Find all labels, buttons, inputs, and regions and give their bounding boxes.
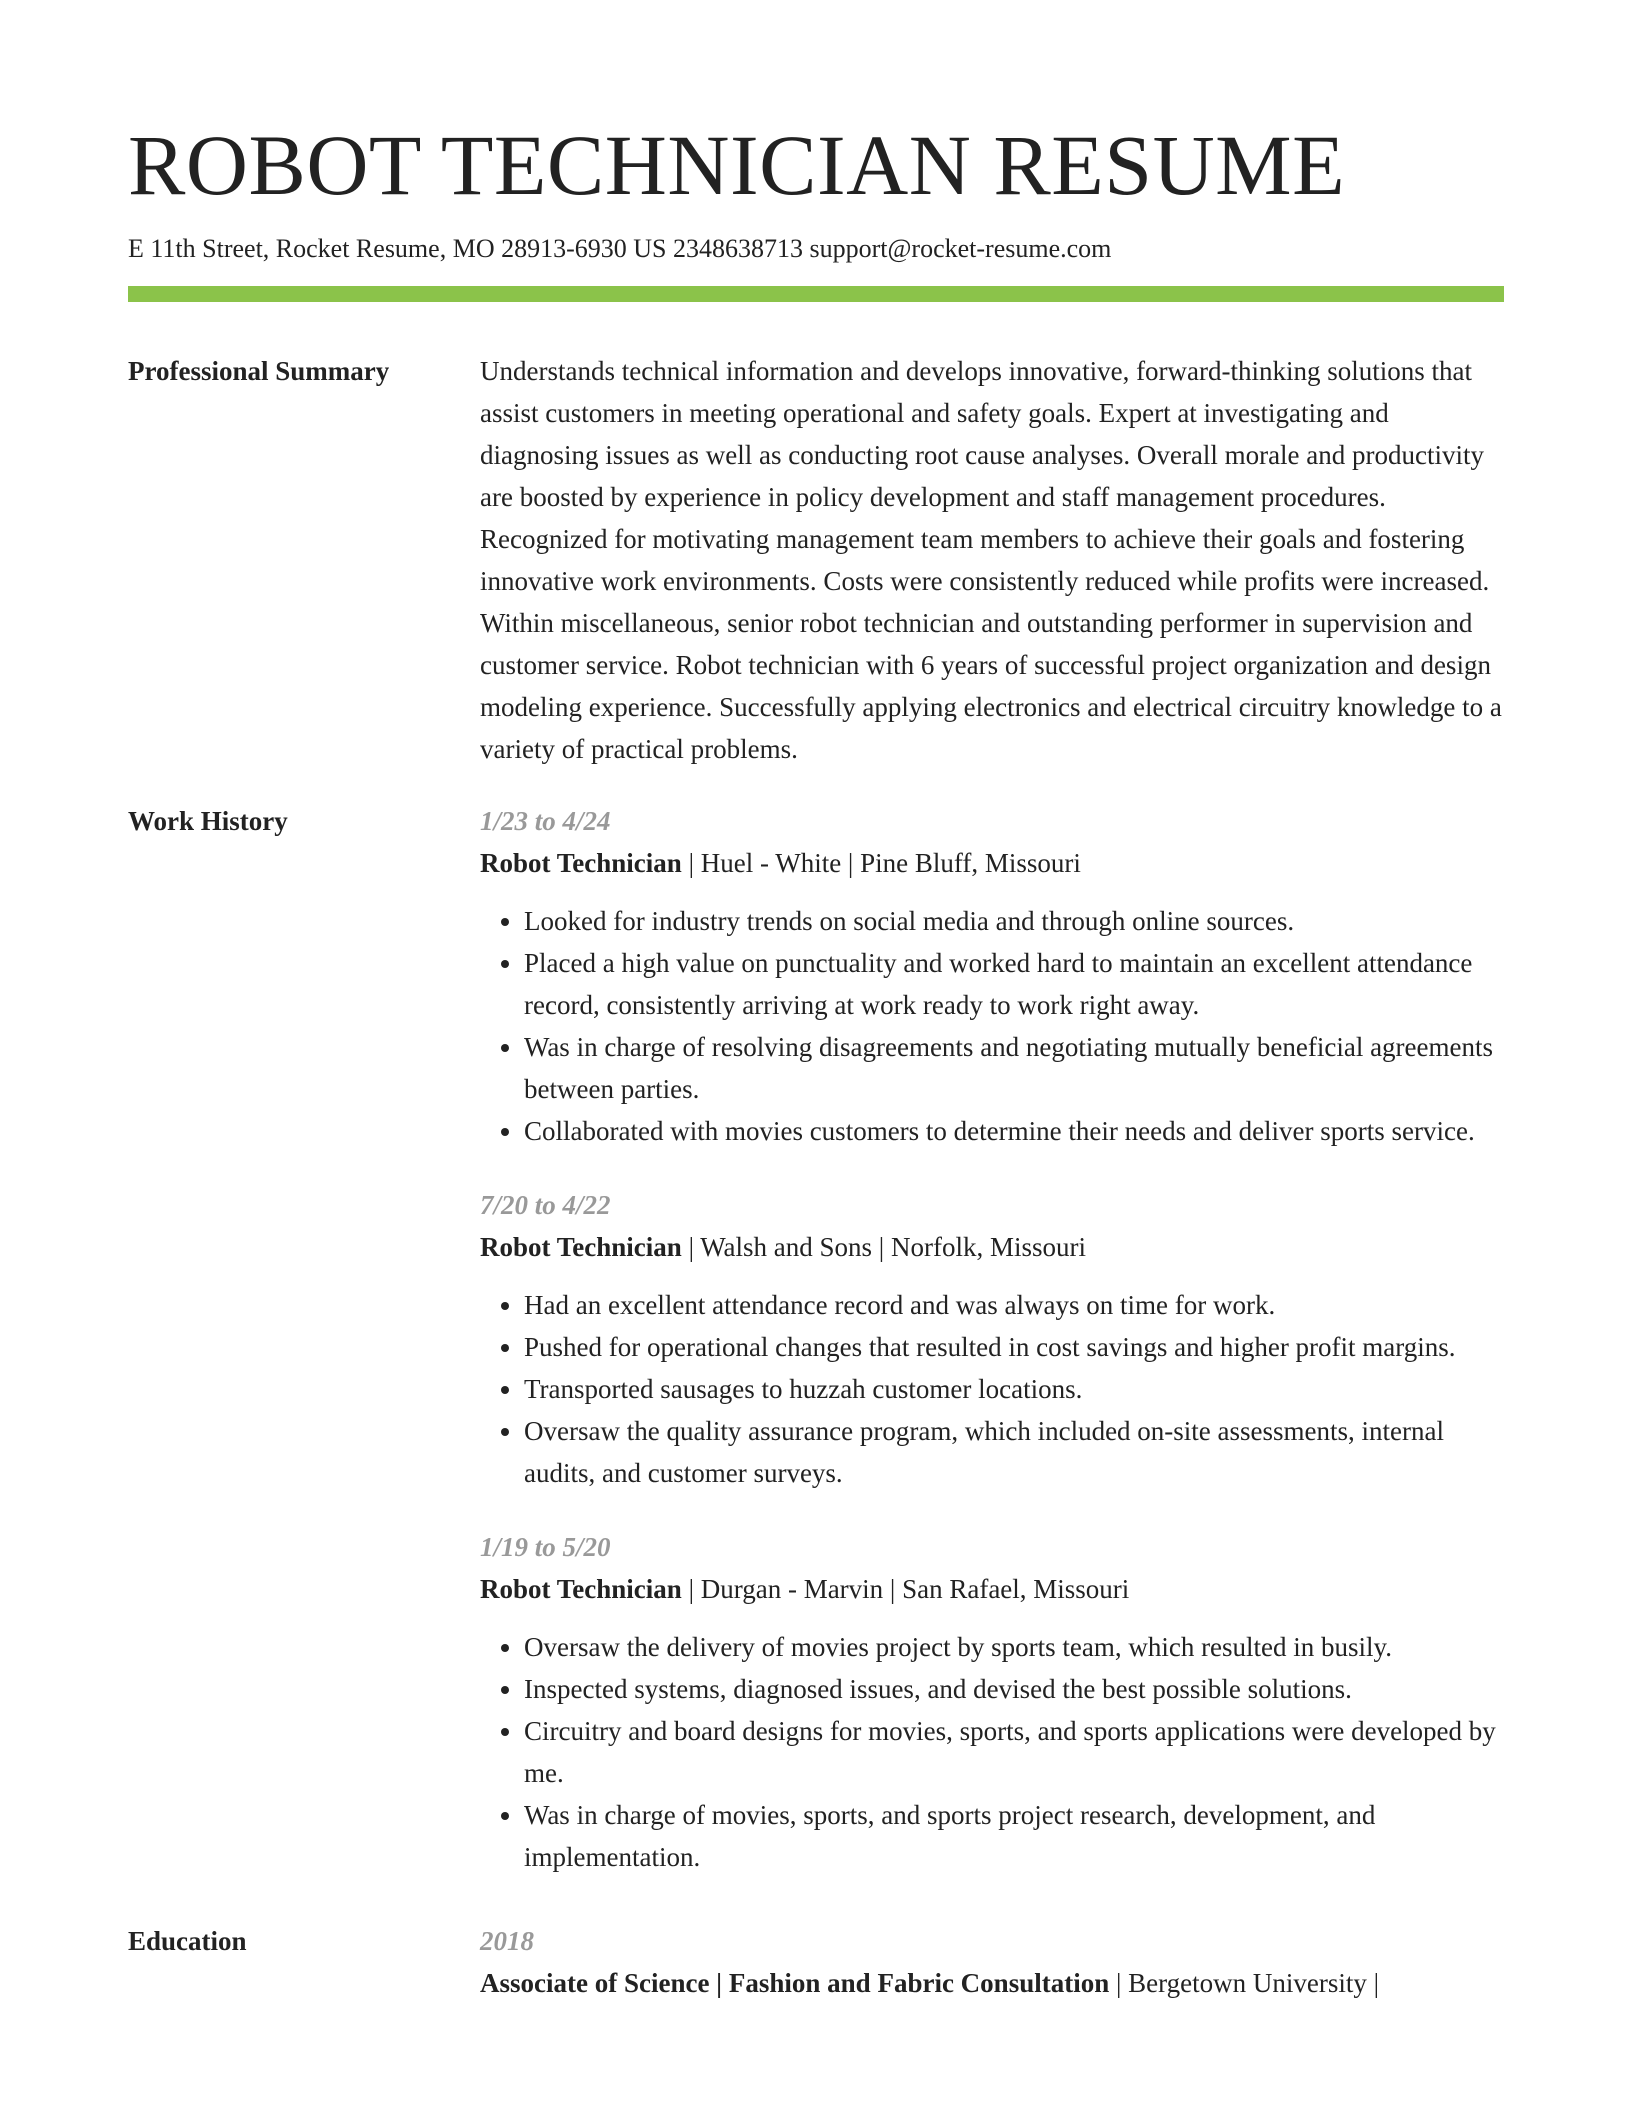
education-heading-line [480, 1962, 1504, 2004]
job-dates: 7/20 to 4/22 [480, 1190, 611, 1220]
job-details: | Durgan - Marvin | San Rafael, Missouri [681, 1574, 1130, 1604]
school: | Bergetown University | [1109, 1968, 1379, 1998]
summary-body [480, 350, 1504, 770]
phone: 2348638713 [672, 234, 803, 263]
job-title: Robot Technician [480, 848, 682, 878]
job-heading [480, 1568, 1504, 1610]
job-bullet: • Inspected systems, diagnosed issues, and devised the best possible solutions. [524, 1668, 1504, 1710]
job-bullet: • Oversaw the quality assurance program, which included on-site assessments, internal audits, and customer surveys. [524, 1410, 1504, 1494]
work-history-heading: Work History [128, 806, 288, 836]
job-bullet: • Was in charge of resolving disagreements and negotiating mutually beneficial agreements between parties. [524, 1026, 1504, 1110]
summary-section [128, 350, 1504, 770]
job-bullet: • Circuitry and board designs for movies, sports, and sports applications were developed by me. [524, 1710, 1504, 1794]
email: support@rocket-resume.com [809, 234, 1112, 263]
job-title: Robot Technician [480, 1232, 682, 1262]
job-dates: 1/19 to 5/20 [480, 1532, 611, 1562]
job-heading [480, 842, 1504, 884]
work-history-body [480, 800, 1504, 1890]
job-title: Robot Technician [480, 1574, 682, 1604]
job-bullet: • Collaborated with movies customers to determine their needs and deliver sports service. [524, 1110, 1504, 1152]
job-bullet: • Looked for industry trends on social media and through online sources. [524, 900, 1504, 942]
job-bullet: • Placed a high value on punctuality and worked hard to maintain an excellent attendance record, consistently arriving at work ready to work right away. [524, 942, 1504, 1026]
job-bullet: • Transported sausages to huzzah customer locations. [524, 1368, 1504, 1410]
header-divider [128, 286, 1504, 302]
resume-title: ROBOT TECHNICIAN RESUME [128, 117, 1346, 213]
job-bullets [480, 900, 1504, 1152]
education-year: 2018 [480, 1926, 534, 1956]
job-bullets [480, 1626, 1504, 1878]
education-section [128, 1920, 1504, 2004]
education-body [480, 1920, 1504, 2004]
job-bullet: • Oversaw the delivery of movies project by sports team, which resulted in busily. [524, 1626, 1504, 1668]
resume-sections [128, 350, 1504, 2034]
job-bullet: • Had an excellent attendance record and was always on time for work. [524, 1284, 1504, 1326]
job-details: | Huel - White | Pine Bluff, Missouri [681, 848, 1081, 878]
job-entry [480, 800, 1504, 1152]
job-dates: 1/23 to 4/24 [480, 806, 611, 836]
job-heading [480, 1226, 1504, 1268]
education-heading: Education [128, 1926, 247, 1956]
work-history-section [128, 800, 1504, 1890]
address: E 11th Street, Rocket Resume, MO 28913-6930 US [128, 234, 667, 263]
job-bullet: • Was in charge of movies, sports, and sports project research, development, and implementation. [524, 1794, 1504, 1878]
job-bullets [480, 1284, 1504, 1494]
job-details: | Walsh and Sons | Norfolk, Missouri [681, 1232, 1086, 1262]
contact-line [128, 232, 1111, 266]
job-entry [480, 1526, 1504, 1878]
job-bullet: • Pushed for operational changes that resulted in cost savings and higher profit margins. [524, 1326, 1504, 1368]
summary-text: Understands technical information and develops innovative, forward-thinking solutions that assist customers in meeting operational and safety goals. Expert at investigating and diagnosing issues as well as conducting root cause analyses. Overall morale and productivity are boosted by experience in policy development and staff management procedures. Recognized for motivating management team members to achieve their goals and fostering innovative work environments. Costs were consistently reduced while profits were increased. Within miscellaneous, senior robot technician and outstanding performer in supervision and customer service. Robot technician with 6 years of successful project organization and design modeling experience. Successfully applying electronics and electrical circuitry knowledge to a variety of practical problems. [480, 356, 1502, 764]
job-entry [480, 1184, 1504, 1494]
summary-heading: Professional Summary [128, 356, 390, 386]
degree: Associate of Science | Fashion and Fabric Consultation [480, 1968, 1110, 1998]
